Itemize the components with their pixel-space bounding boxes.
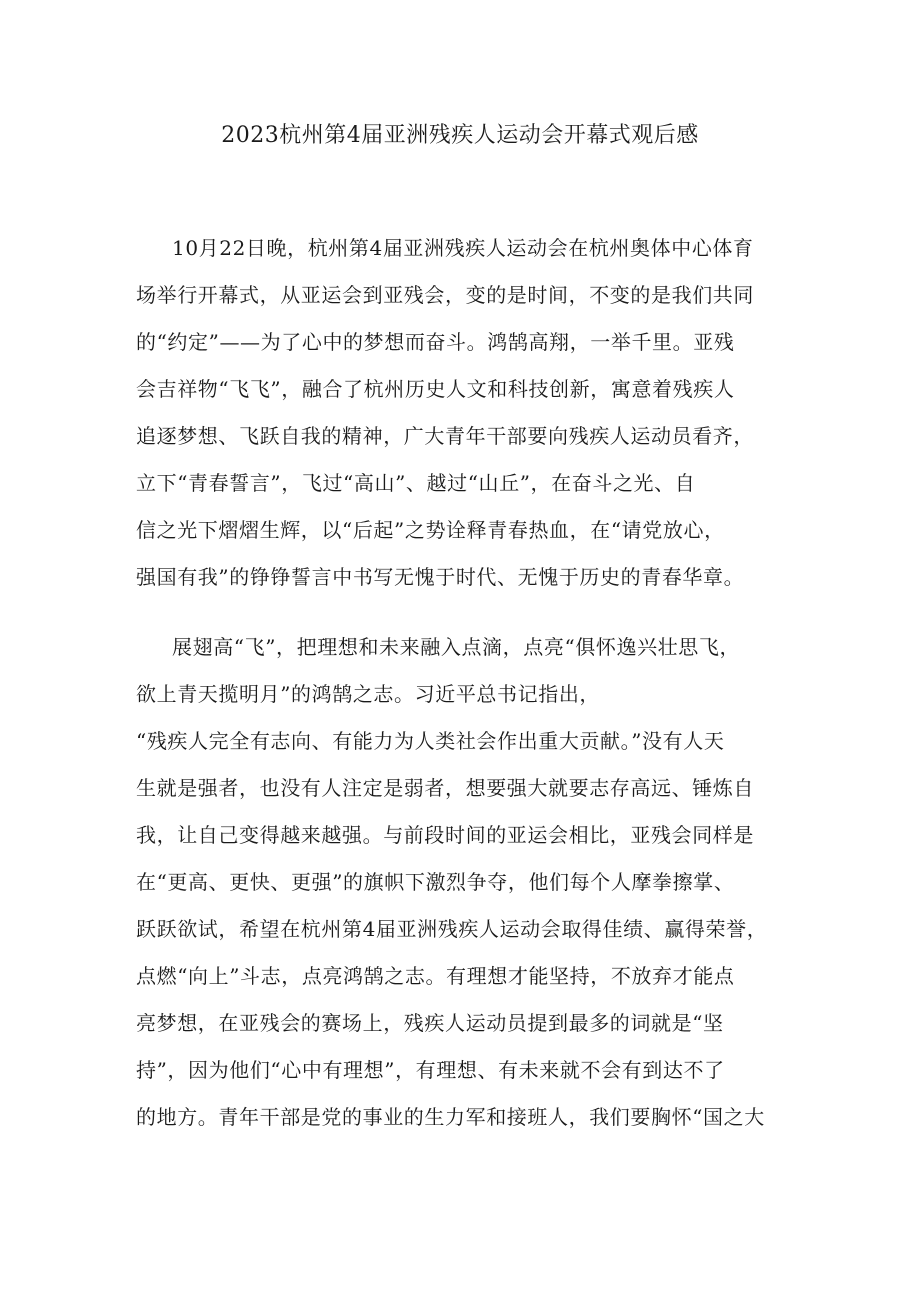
paragraph-2-line-8: 点燃“向上”斗志，点亮鸿鹄之志。有理想才能坚持，不放弃才能点 — [136, 964, 735, 988]
paragraph-1-line-4: 会吉祥物“飞飞”，融合了杭州历史人文和科技创新，寓意着残疾人 — [136, 377, 735, 401]
paragraph-2-line-5: 我，让自己变得越来越强。与前段时间的亚运会相比，亚残会同样是 — [136, 823, 754, 847]
paragraph-2-line-9: 亮梦想，在亚残会的赛场上，残疾人运动员提到最多的词就是“坚 — [136, 1011, 724, 1035]
paragraph-2-line-6: 在“更高、更快、更强”的旗帜下激烈争夺，他们每个人摩拳擦掌、 — [136, 870, 735, 894]
paragraph-1-line-6: 立下“青春誓言”，飞过“高山”、越过“山丘”，在奋斗之光、自 — [136, 471, 696, 495]
paragraph-1-line-5: 追逐梦想、飞跃自我的精神，广大青年干部要向残疾人运动员看齐， — [136, 424, 754, 448]
paragraph-1-line-7: 信之光下熠熠生辉，以“后起”之势诠释青春热血，在“请党放心， — [136, 518, 725, 542]
paragraph-2-line-4: 生就是强者，也没有人注定是弱者，想要强大就要志存高远、锤炼自 — [136, 776, 754, 800]
paragraph-2-line-1: 展翅高“飞”，把理想和未来融入点滴，点亮“俱怀逸兴壮思飞， — [172, 635, 741, 659]
paragraph-2-line-7: 跃跃欲试，希望在杭州第4届亚洲残疾人运动会取得佳绩、赢得荣誉， — [136, 917, 768, 941]
paragraph-1-line-1: 10月22日晚，杭州第4届亚洲残疾人运动会在杭州奥体中心体育 — [172, 236, 754, 260]
paragraph-1-line-3: 的“约定”——为了心中的梦想而奋斗。鸿鹄高翔，一举千里。亚残 — [136, 330, 735, 354]
paragraph-2-line-2: 欲上青天揽明月”的鸿鹄之志。习近平总书记指出， — [136, 682, 601, 706]
paragraph-1-line-2: 场举行开幕式，从亚运会到亚残会，变的是时间，不变的是我们共同 — [136, 283, 754, 307]
paragraph-1-line-8: 强国有我”的铮铮誓言中书写无愧于时代、无愧于历史的青春华章。 — [136, 565, 745, 589]
paragraph-2-line-3: “残疾人完全有志向、有能力为人类社会作出重大贡献。”没有人天 — [136, 729, 725, 753]
document-title: 2023杭州第4届亚洲残疾人运动会开幕式观后感 — [221, 123, 699, 148]
paragraph-2-line-10: 持”，因为他们“心中有理想”，有理想、有未来就不会有到达不了 — [136, 1058, 725, 1082]
paragraph-2-line-11: 的地方。青年干部是党的事业的生力军和接班人，我们要胸怀“国之大 — [136, 1105, 765, 1129]
